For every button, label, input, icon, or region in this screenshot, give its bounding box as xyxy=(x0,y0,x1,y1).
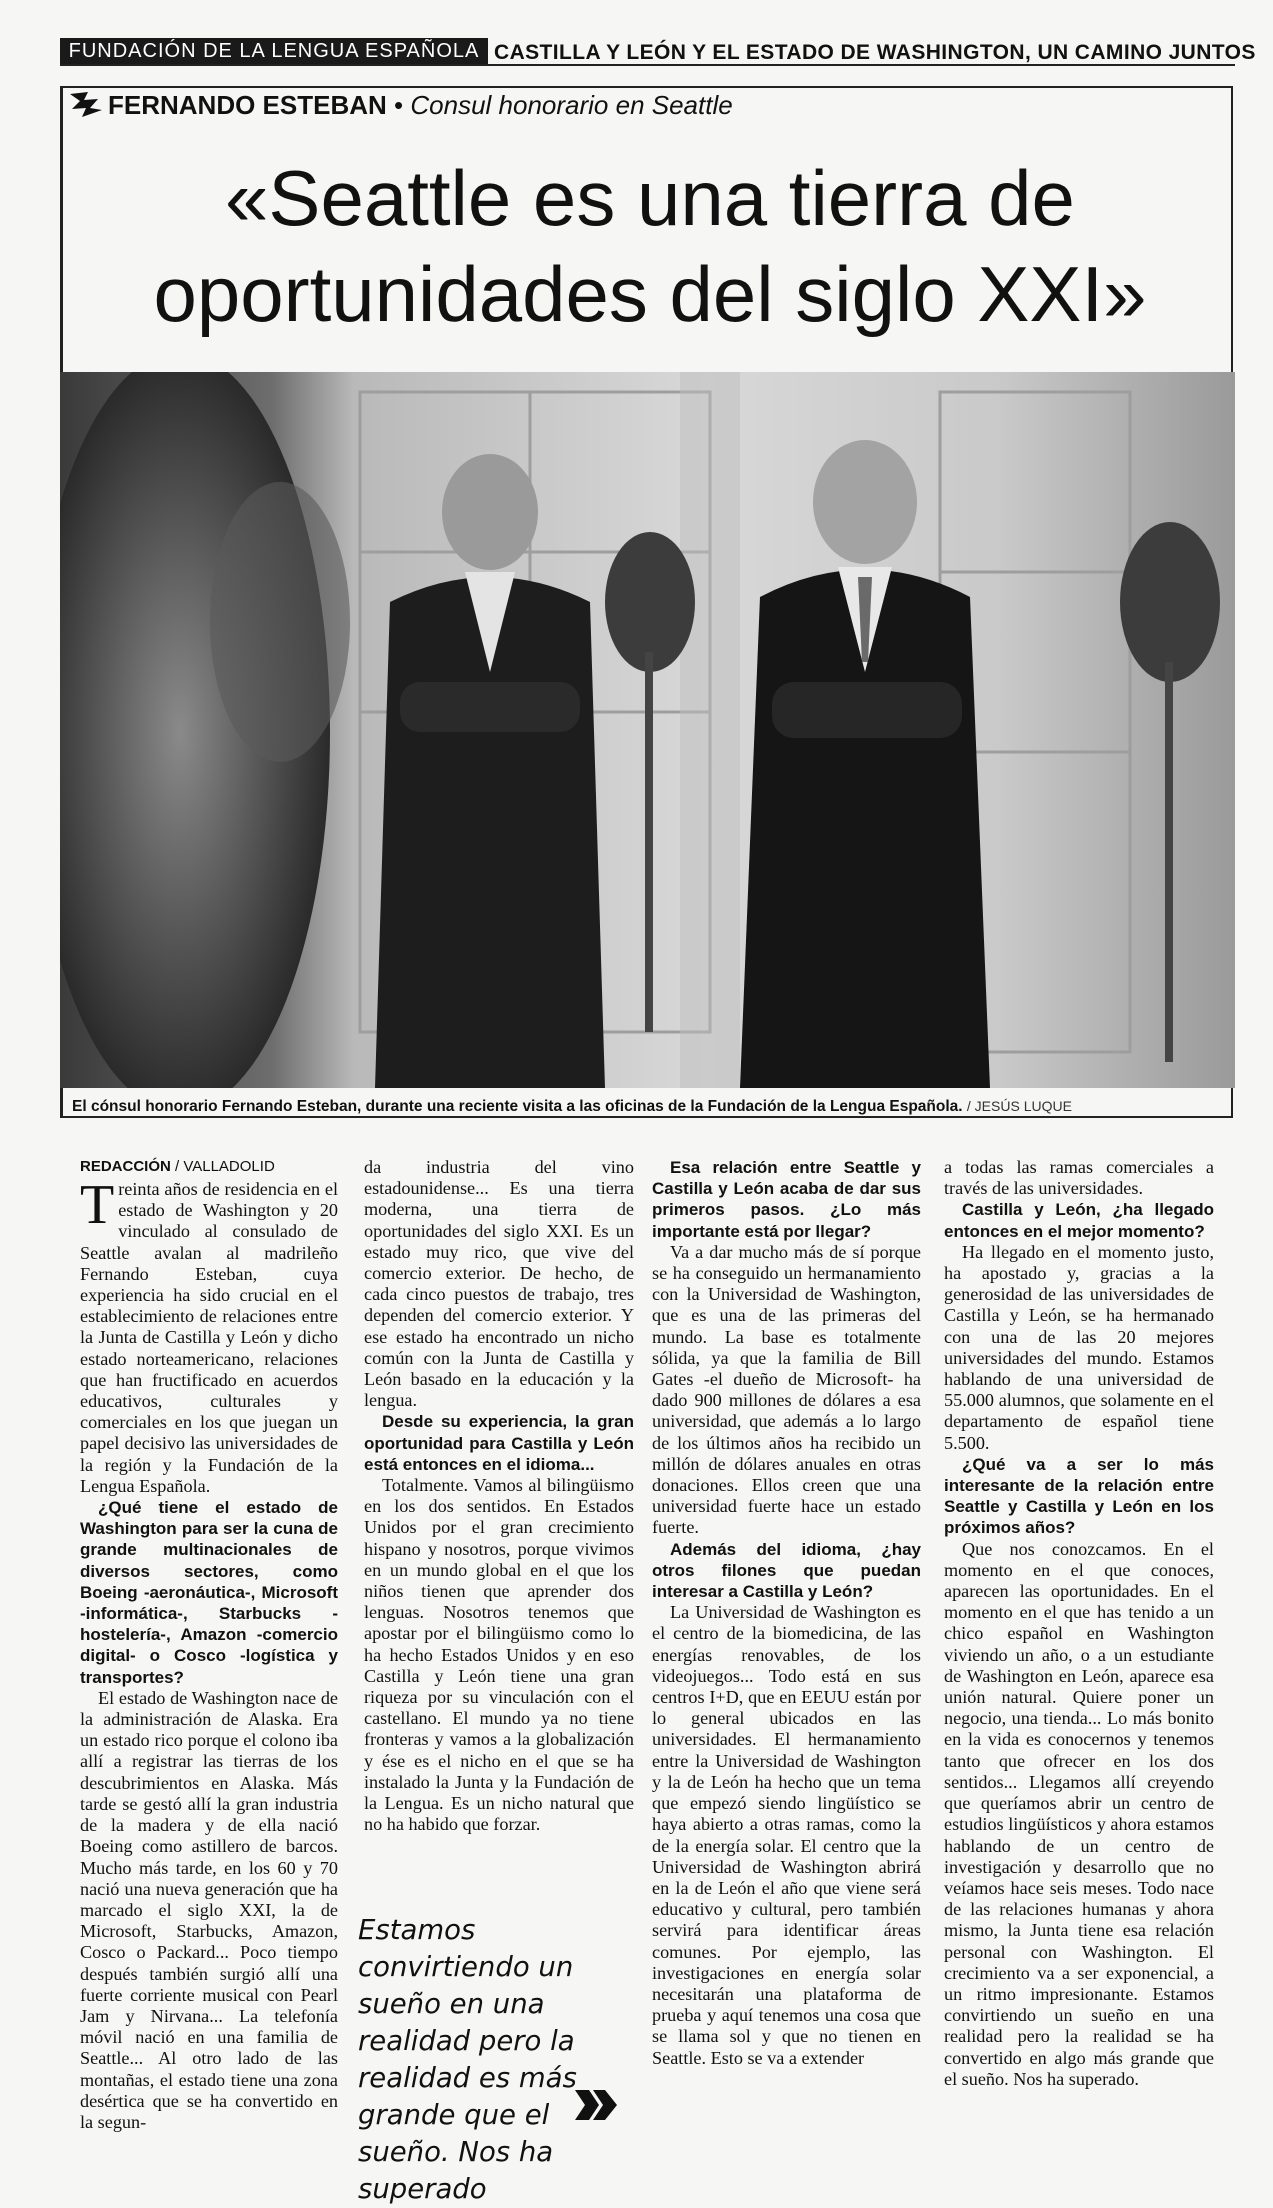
answer: Que nos conozcamos. En el momento en el que conoces, aparecen las oportunidades. En el momento en el que has tenido a un chico español en Washington viviendo un año, o a un estudiante de Washington en León, aparece esa unión natural. Quiere poner un negocio, una tienda... Lo más bonito en la vida es conocernos y tenemos tanto que ofrecer en los dos sentidos... Llegamos allí creyendo que queríamos abrir un centro de estudios lingüísticos y ahora estamos hablando de un centro de investigación y desarrollo que no veíamos hace seis meses. Todo nace de las relaciones humanas y ahora mismo, la Junta tiene esa relación personal con Washington. El crecimiento va a ser exponencial, a un ritmo impresionante. Estamos convirtiendo un sueño en una realidad pero la realidad se ha convertido en algo más grande que el sueño. Nos ha superado. xyxy=(944,1538,1214,2089)
photo-credit: / JESÚS LUQUE xyxy=(966,1098,1072,1114)
question: Esa relación entre Seattle y Castilla y León acaba de dar sus primeros pasos. ¿Lo más importante está por llegar? xyxy=(652,1158,921,1241)
byline-separator: • xyxy=(394,90,404,120)
article-column-4 xyxy=(944,1157,1214,2187)
answer: Ha llegado en el momento justo, ha apostado y, gracias a la generosidad de las universidades de Castilla y León, se ha hermanado con una de las 20 mejores universidades del mundo. Estamos hablando de una universidad de 55.000 alumnos, que solamente en el departamento de español tiene 5.500. xyxy=(944,1241,1214,1453)
series-title: CASTILLA Y LEÓN Y EL ESTADO DE WASHINGTON, UN CAMINO JUNTOS xyxy=(494,41,1256,64)
article-column-3 xyxy=(652,1157,921,2187)
dateline-place: / VALLADOLID xyxy=(170,1158,275,1175)
intro-paragraph xyxy=(80,1174,338,1497)
drop-cap: T xyxy=(80,1174,115,1236)
question: Desde su experiencia, la gran oportunidad para Castilla y León está entonces en el idioma... xyxy=(364,1412,634,1474)
dateline xyxy=(80,1157,338,1177)
interviewee-role: Consul honorario en Seattle xyxy=(410,90,733,120)
answer: Va a dar mucho más de sí porque se ha conseguido un hermanamiento con la Universidad de Washington, que es una de las primeras del mundo. La base es totalmente sólida, ya que la familia de Bill Gates -el dueño de Microsoft- ha dado 900 millones de dólares a esa universidad, que además a lo largo de los últimos años ha recibido un millón de dólares anuales en otras donaciones. Ellos creen que una universidad fuerte hace un estado fuerte. xyxy=(652,1241,921,1538)
pull-quote: Estamos convirtiendo un sueño en una realidad pero la realidad es más grande que el sueño. Nos ha superado xyxy=(358,1914,577,2205)
answer: a todas las ramas comerciales a través de las universidades. xyxy=(944,1157,1214,1199)
answer: da industria del vino estadounidense... Es una tierra moderna, una tierra de oportunidades del siglo XXI. Es un estado muy rico, que vive del comercio exterior. De hecho, de cada cinco puestos de trabajo, tres dependen del comercio exterior. Y ese estado ha encontrado un nicho común con la Junta de Castilla y León basado en la educación y la lengua. xyxy=(364,1157,634,1411)
byline xyxy=(108,90,1208,120)
answer: Totalmente. Vamos al bilingüismo en los dos sentidos. En Estados Unidos por el gran crecimiento hispano y nosotros, porque vivimos en un mundo global en el que los niños tienen que aprender dos lenguas. Nosotros tenemos que apostar por el bilingüismo como lo ha hecho Estados Unidos y en eso Castilla y León tiene una gran riqueza por su vinculación con el castellano. El mundo ya no tiene fronteras y vamos a la globalización y ése es el nicho en el que se ha instalado la Junta y la Fundación de la Lengua. Es un nicho natural que no ha habido que forzar. xyxy=(364,1475,634,1835)
section-tag: FUNDACIÓN DE LA LENGUA ESPAÑOLA xyxy=(60,38,488,64)
interviewee-name: FERNANDO ESTEBAN xyxy=(108,90,387,120)
header-rule xyxy=(60,64,1235,66)
article-column-2 xyxy=(364,1157,634,1835)
intro-text: reinta años de residencia en el estado de Washington y 20 vinculado al consulado de Seattle avalan al madrileño Fernando Esteban, cuya experiencia ha sido crucial en el establecimiento de relaciones entre la Junta de Castilla y León y dicho estado norteamericano, relaciones que han fructificado en acuerdos educativos, culturales y comerciales en los que juegan un papel decisivo las universidades de la región y la Fundación de la Lengua Española. xyxy=(80,1179,338,1496)
interview-photo xyxy=(60,372,1235,1088)
question: Castilla y León, ¿ha llegado entonces en el mejor momento? xyxy=(944,1200,1214,1241)
answer: La Universidad de Washington es el centro de la biomedicina, de las energías renovables, de los videojuegos... Todo está en sus centros I+D, que en EEUU están por lo general ubicados en las universidades. El hermanamiento entre la Universidad de Washington y la de León ha hecho que un tema que empezó siendo lingüístico se haya abierto a otras ramas, como la de la energía solar. El centro que la Universidad de Washington abrirá en la de León el año que viene será educativo y cultural, pero también servirá para identificar áreas comunes. Por ejemplo, las investigaciones en energía solar necesitarán una plataforma de prueba y aquí tenemos una cosa que se llama sol y que no tienen en Seattle. Esto se va a extender xyxy=(652,1602,921,2068)
question: Además del idioma, ¿hay otros filones que puedan interesar a Castilla y León? xyxy=(652,1539,921,1602)
answer: El estado de Washington nace de la administración de Alaska. Era un estado rico porque el colono iba allí a registrar las tierras de los descubrimientos en Alaska. Más tarde se gestó allí la gran industria de la madera y de ella nació Boeing como astillero de barcos. Mucho más tarde, en los 60 y 70 nació una nueva generación que ha marcado el siglo XXI, la de Microsoft, Starbucks, Amazon, Cosco o Packard... Poco tiempo después también surgió allí una fuerte corriente musical con Pearl Jam y Nirvana... La telefonía móvil nació en una familia de Seattle... Al otro lado de las montañas, el estado tiene una zona desértica que se ha convertido en la segun- xyxy=(80,1687,338,2132)
article-column-1 xyxy=(80,1157,338,2187)
question: ¿Qué va a ser lo más interesante de la relación entre Seattle y Castilla y León en los próximos años? xyxy=(944,1454,1214,1538)
caption-text: El cónsul honorario Fernando Esteban, durante una reciente visita a las oficinas de la Fundación de la Lengua Española. xyxy=(72,1098,963,1115)
foundation-logo-icon xyxy=(68,90,104,118)
question: ¿Qué tiene el estado de Washington para ser la cuna de grande multinacionales de diversos sectores, como Boeing -aeronáutica-, Microsoft -informática-, Starbucks -hostelería-, Amazon -comercio digital- o Cosco -logística y transportes? xyxy=(80,1498,338,1687)
photo-caption xyxy=(72,1095,1222,1117)
dateline-author: REDACCIÓN xyxy=(80,1158,171,1175)
headline: «Seattle es una tierra de oportunidades del siglo XXI» xyxy=(153,154,1147,338)
double-chevron-icon xyxy=(573,2088,619,2122)
